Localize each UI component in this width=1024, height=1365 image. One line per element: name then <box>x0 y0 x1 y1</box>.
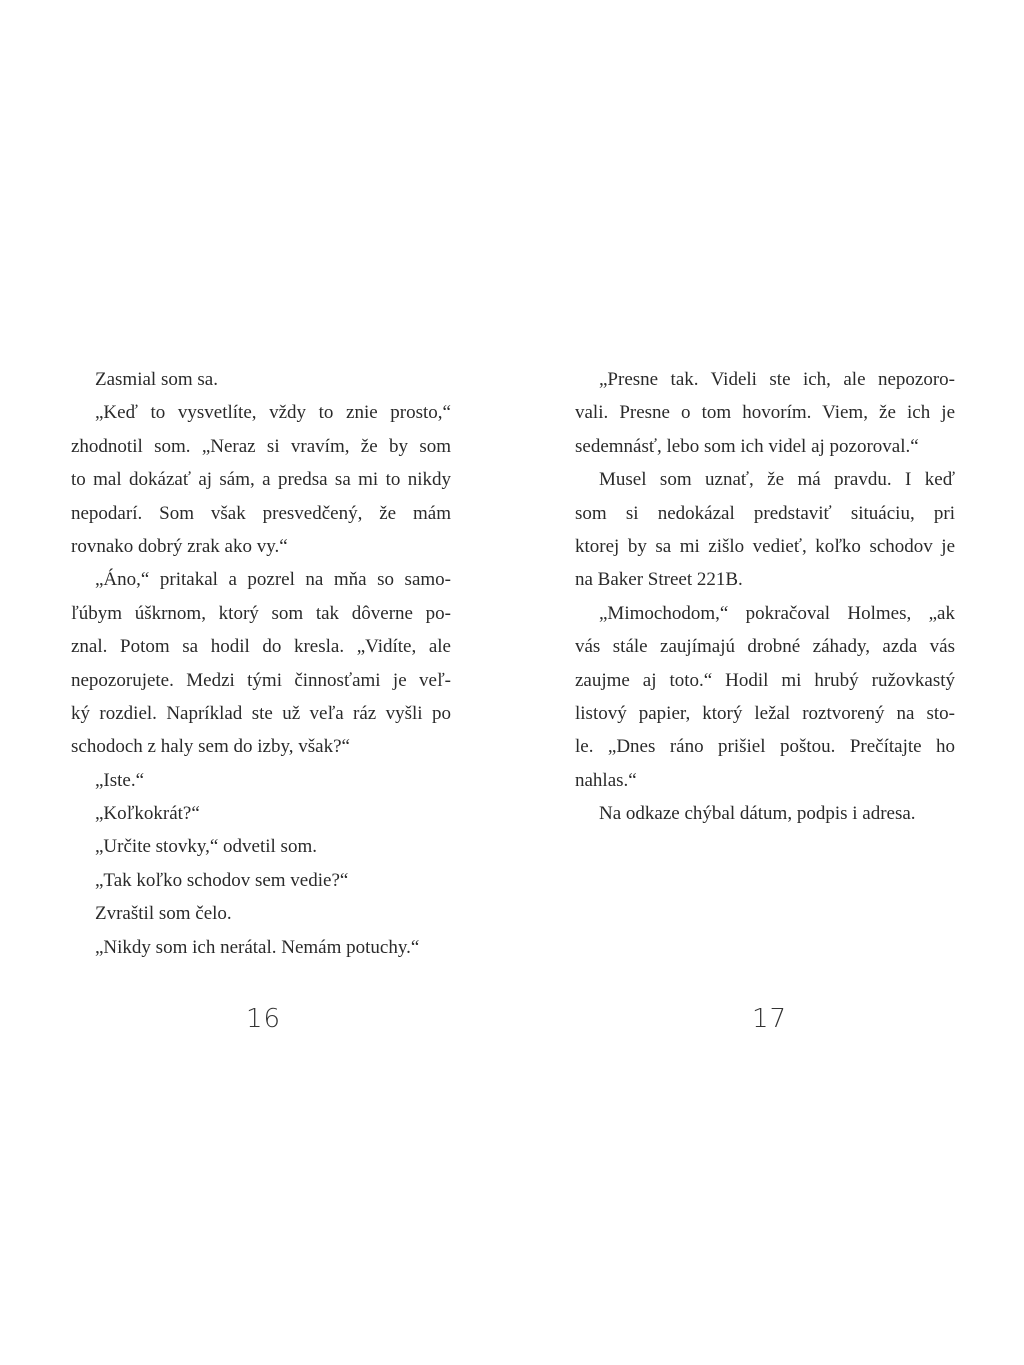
text-line: ktorej by sa mi zišlo vedieť, koľko schodov je <box>575 535 955 557</box>
text-line: zaujme aj toto.“ Hodil mi hrubý ružovkastý <box>575 669 955 691</box>
text-line: znal. Potom sa hodil do kresla. „Vidíte, ale <box>71 636 451 658</box>
text-line: „Presne tak. Videli ste ich, ale nepozoro- <box>599 369 955 390</box>
text-line: „Koľkokrát?“ <box>95 803 200 825</box>
right-page-text <box>575 363 955 830</box>
text-line: „Keď to vysvetlíte, vždy to znie prosto,“ <box>95 402 451 424</box>
text-line: „Áno,“ pritakal a pozrel na mňa so samo- <box>95 569 451 591</box>
text-line: „Nikdy som ich nerátal. Nemám potuchy.“ <box>95 936 420 958</box>
text-line: „Iste.“ <box>95 769 145 791</box>
text-line: to mal dokázať aj sám, a predsa sa mi to nikdy <box>71 469 451 491</box>
text-line: Zvraštil som čelo. <box>95 903 232 925</box>
text-line: Na odkaze chýbal dátum, podpis i adresa. <box>599 803 916 825</box>
left-page-text <box>71 363 451 964</box>
text-line: „Určite stovky,“ odvetil som. <box>95 836 317 858</box>
text-line: zhodnotil som. „Neraz si vravím, že by som <box>71 435 451 457</box>
text-line: na Baker Street 221B. <box>575 569 743 591</box>
text-line: nepozorujete. Medzi tými činnosťami je veľ- <box>71 669 451 691</box>
text-line: schodoch z haly sem do izby, však?“ <box>71 736 350 758</box>
page-number: 16 <box>246 1004 282 1034</box>
text-line: „Mimochodom,“ pokračoval Holmes, „ak <box>599 602 955 624</box>
page-number: 17 <box>752 1004 788 1034</box>
text-line: som si nedokázal predstaviť situáciu, pri <box>575 502 955 524</box>
text-line: ľúbym úškrnom, ktorý som tak dôverne po- <box>71 602 451 624</box>
text-line: rovnako dobrý zrak ako vy.“ <box>71 535 288 557</box>
text-line: vás stále zaujímajú drobné záhady, azda vás <box>575 636 955 658</box>
text-line: vali. Presne o tom hovorím. Viem, že ich je <box>575 402 955 424</box>
text-line: Zasmial som sa. <box>95 369 218 390</box>
text-line: nepodarí. Som však presvedčený, že mám <box>71 502 451 524</box>
text-line: listový papier, ktorý ležal roztvorený na sto- <box>575 702 955 724</box>
text-line: nahlas.“ <box>575 769 637 791</box>
text-line: le. „Dnes ráno prišiel poštou. Prečítajte ho <box>575 736 955 758</box>
text-line: ký rozdiel. Napríklad ste už veľa ráz vyšli po <box>71 702 451 724</box>
text-line: „Tak koľko schodov sem vedie?“ <box>95 869 349 891</box>
text-line: Musel som uznať, že má pravdu. I keď <box>599 469 955 491</box>
text-line: sedemnásť, lebo som ich videl aj pozoroval.“ <box>575 435 919 457</box>
